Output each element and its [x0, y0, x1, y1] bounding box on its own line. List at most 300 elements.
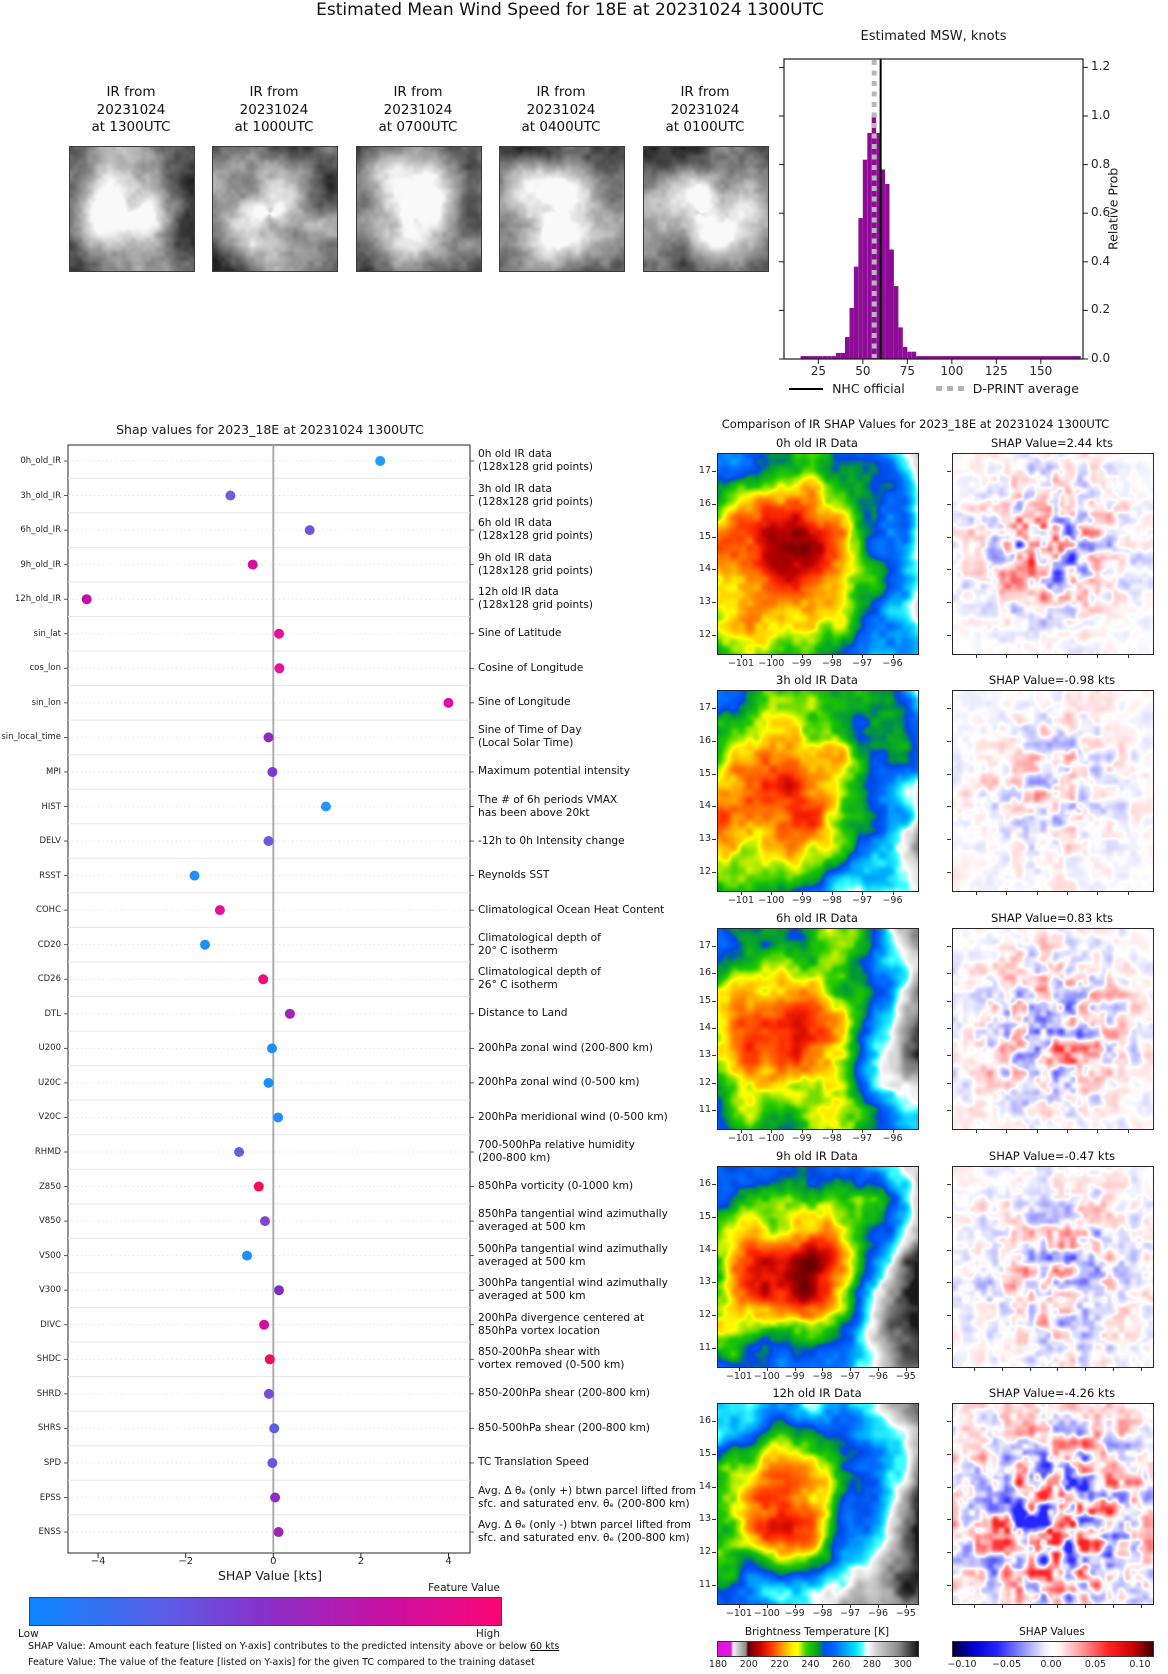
map-x-tick	[1141, 1604, 1142, 1608]
shap-feature-desc-line: 12h old IR data	[478, 586, 559, 599]
shap-feature-desc	[478, 1208, 713, 1234]
shap-feature-desc-line: 700-500hPa relative humidity	[478, 1139, 635, 1151]
map-y-tick	[947, 1552, 951, 1553]
shap-feature-label: V300	[38, 1285, 61, 1296]
map-x-tick	[1057, 1604, 1058, 1608]
hist-y-tick-label: 1.0	[1091, 108, 1111, 122]
map-x-tick	[1085, 1367, 1086, 1371]
map-x-tick	[1113, 1604, 1114, 1608]
map-y-tick	[947, 1282, 951, 1283]
map-y-tick	[947, 1421, 951, 1422]
map-y-tick	[947, 1055, 951, 1056]
shap-feature-label: CD26	[37, 974, 61, 985]
map-x-tick-label: −101	[725, 1371, 753, 1382]
map-y-tick	[712, 708, 716, 709]
feature-value-footnote: Feature Value: The value of the feature [listed on Y-axis] for the given TC compared to the training dataset	[28, 1657, 535, 1668]
histogram-bar	[903, 347, 907, 359]
map-x-tick	[906, 1367, 907, 1371]
dprint-average-line-sample	[936, 386, 964, 391]
map-x-tick-label: −101	[727, 895, 755, 906]
comparison-shap-map	[952, 453, 1154, 655]
shap-feature-label: 9h_old_IR	[20, 559, 61, 570]
shap-feature-desc-line: averaged at 500 km	[478, 1255, 586, 1268]
shap-axes-box	[68, 445, 470, 1553]
map-x-tick	[771, 654, 772, 658]
shap-feature-desc	[478, 869, 713, 882]
map-x-tick	[976, 654, 977, 658]
map-x-tick-label: −99	[791, 1133, 812, 1144]
hist-y-tick-label: 0.8	[1091, 156, 1111, 171]
map-x-tick	[976, 1129, 977, 1133]
map-y-tick	[712, 1001, 716, 1002]
shap-feature-desc	[478, 1277, 713, 1303]
comparison-shap-map-title: SHAP Value=0.83 kts	[990, 911, 1114, 925]
map-x-tick	[974, 1604, 975, 1608]
shap-feature-desc-line: (128x128 grid points)	[478, 530, 593, 543]
map-y-tick	[712, 1083, 716, 1084]
map-x-tick-label: −99	[784, 1371, 805, 1382]
shap-feature-desc-line: (128x128 grid points)	[478, 564, 593, 577]
shap-dot	[259, 1320, 269, 1330]
map-x-tick-label: −99	[791, 658, 812, 669]
shap-dot	[270, 1493, 280, 1503]
shap-feature-desc	[478, 1180, 713, 1193]
comparison-title: Comparison of IR SHAP Values for 2023_18E at 20231024 1300UTC	[721, 417, 1110, 431]
shap-feature-label: CD20	[37, 939, 61, 950]
comparison-shap-map-title: SHAP Value=-0.98 kts	[988, 673, 1116, 687]
map-y-tick	[712, 1184, 716, 1185]
comparison-ir-map-title: 0h old IR Data	[776, 436, 858, 450]
ir-thumbnail-label	[202, 84, 346, 137]
map-x-tick-label: −97	[840, 1608, 861, 1619]
map-y-tick	[947, 1184, 951, 1185]
brightness-temp-colorbar	[717, 1641, 919, 1657]
map-x-tick	[802, 654, 803, 658]
shap-dot	[254, 1182, 264, 1192]
shap-feature-desc-line: 850-200hPa shear (200-800 km)	[478, 1387, 651, 1400]
map-y-tick	[712, 806, 716, 807]
colorbar-tick-label: 0.00	[1040, 1659, 1062, 1670]
shap-feature-desc-line: has been above 20kt	[478, 806, 590, 819]
map-y-tick-label: 14	[698, 800, 711, 812]
map-x-tick-label: −99	[784, 1608, 805, 1619]
shap-feature-desc-line: 26° C isotherm	[478, 979, 558, 992]
map-x-tick	[739, 1604, 740, 1608]
shap-dot	[82, 594, 92, 604]
shap-feature-label: sin_lat	[33, 628, 61, 639]
hist-y-tick-label: 1.2	[1091, 59, 1111, 74]
shap-dot	[305, 525, 315, 535]
shap-feature-desc-line: sfc. and saturated env. θₑ (200-800 km)	[478, 1532, 690, 1545]
map-y-tick	[947, 569, 951, 570]
histogram-bar	[845, 337, 849, 359]
shap-feature-desc-line: Climatological Ocean Heat Content	[478, 903, 665, 916]
shap-feature-desc-line: 850-500hPa shear (200-800 km)	[478, 1421, 651, 1434]
ir-thumbnail-label-line: at 0400UTC	[521, 119, 601, 135]
histogram-bar	[885, 184, 889, 359]
map-y-tick	[947, 1348, 951, 1349]
map-x-tick	[795, 1604, 796, 1608]
map-x-tick	[850, 1604, 851, 1608]
map-x-tick	[893, 891, 894, 895]
shap-feature-label: V500	[38, 1250, 61, 1261]
map-x-tick	[1085, 1604, 1086, 1608]
map-x-tick	[1057, 1367, 1058, 1371]
histogram-bar	[907, 352, 911, 359]
shap-dot	[269, 1423, 279, 1433]
shap-feature-desc-line: sfc. and saturated env. θₑ (200-800 km)	[478, 1497, 690, 1510]
dprint-average-label: D-PRINT average	[972, 381, 1079, 396]
shap-feature-label: Z850	[38, 1181, 61, 1192]
map-x-tick-label: −96	[882, 895, 903, 906]
map-x-tick	[795, 1367, 796, 1371]
shap-feature-desc	[478, 1042, 713, 1055]
shap-feature-desc	[478, 448, 713, 474]
colorbar-tick-label: 200	[739, 1659, 758, 1670]
comparison-ir-map-title: 3h old IR Data	[776, 673, 858, 687]
map-y-tick-label: 16	[698, 1178, 711, 1189]
comparison-shap-map-title: SHAP Value=-0.47 kts	[988, 1149, 1116, 1163]
map-y-tick	[947, 602, 951, 603]
map-x-tick	[822, 1367, 823, 1371]
ir-thumbnail-label-line: 20231024	[526, 101, 596, 118]
ir-thumbnail-image	[356, 146, 482, 272]
map-x-tick	[1128, 654, 1129, 658]
colorbar-tick-label: 220	[770, 1659, 789, 1670]
map-y-tick	[712, 774, 716, 775]
shap-dot	[375, 456, 385, 466]
map-y-tick-label: 12	[698, 1546, 711, 1558]
ir-thumbnail-label-line: 20231024	[239, 101, 309, 118]
map-x-tick-label: −98	[821, 895, 842, 906]
shap-feature-desc-line: 6h old IR data	[478, 517, 553, 530]
map-x-tick	[802, 1129, 803, 1133]
map-y-tick	[947, 1519, 951, 1520]
map-y-tick	[712, 1315, 716, 1316]
map-y-tick	[712, 1110, 716, 1111]
map-y-tick-label: 12	[698, 866, 711, 877]
comparison-ir-map-title: 12h old IR Data	[772, 1386, 862, 1400]
map-y-tick-label: 15	[698, 530, 711, 542]
shap-x-tick-label: 0	[270, 1556, 277, 1567]
hist-y-tick-label: 0.0	[1091, 351, 1111, 365]
map-y-tick	[947, 537, 951, 538]
nhc-official-line-sample	[789, 388, 823, 390]
map-y-tick	[712, 946, 716, 947]
map-x-tick	[1037, 654, 1038, 658]
map-x-tick	[1097, 654, 1098, 658]
colorbar-tick-label: 180	[708, 1659, 728, 1670]
map-y-tick	[712, 973, 716, 974]
histogram-bar	[867, 133, 871, 359]
shap-feature-label: 0h_old_IR	[20, 456, 61, 466]
comparison-ir-map	[717, 1403, 919, 1605]
shap-feature-label: U20C	[38, 1077, 61, 1088]
map-x-tick-label: −97	[852, 1133, 873, 1144]
map-x-tick	[850, 1367, 851, 1371]
shap-value-footnote	[28, 1641, 559, 1652]
shap-feature-desc-line: (Local Solar Time)	[478, 737, 574, 750]
map-x-tick	[1030, 1367, 1031, 1371]
shap-feature-desc-line: Sine of Latitude	[478, 627, 562, 640]
feature-value-low-label: Low	[18, 1628, 39, 1640]
shap-feature-desc	[478, 1422, 713, 1435]
shap-feature-desc-line: 0h old IR data	[478, 448, 553, 460]
map-y-tick	[947, 973, 951, 974]
map-x-tick-label: −98	[812, 1371, 833, 1382]
shap-feature-label: V20C	[38, 1112, 61, 1123]
map-x-tick-label: −96	[867, 1371, 889, 1382]
shap-dot	[190, 871, 200, 881]
map-x-tick-label: −101	[727, 658, 755, 669]
map-y-tick-label: 16	[698, 497, 711, 509]
hist-y-tick-label: 0.2	[1091, 302, 1111, 317]
map-x-tick	[862, 654, 863, 658]
map-y-tick-label: 16	[698, 1415, 711, 1426]
shap-feature-label: MPI	[46, 766, 61, 777]
map-x-tick	[832, 1129, 833, 1133]
shap-feature-label: EPSS	[39, 1492, 61, 1503]
map-x-tick-label: −101	[725, 1608, 753, 1619]
comparison-ir-map	[717, 453, 919, 655]
map-y-tick-label: 14	[698, 1480, 711, 1492]
shap-dot	[274, 629, 284, 639]
shap-feature-desc-line: averaged at 500 km	[478, 1290, 586, 1303]
map-x-tick-label: −100	[758, 1133, 785, 1144]
shap-feature-desc	[478, 724, 713, 750]
ir-thumbnail-label-line: 20231024	[670, 101, 740, 118]
map-x-tick	[767, 1367, 768, 1371]
map-x-tick	[741, 654, 742, 658]
map-x-tick	[893, 1129, 894, 1133]
comparison-ir-map-title: 6h old IR Data	[776, 911, 858, 925]
feature-value-high-label: High	[475, 1628, 500, 1640]
map-x-tick	[906, 1604, 907, 1608]
histogram-axes-box	[784, 59, 1083, 359]
map-x-tick	[832, 891, 833, 895]
nhc-official-label: NHC official	[832, 381, 905, 396]
map-y-tick	[712, 1282, 716, 1283]
ir-thumbnail-image	[212, 146, 338, 272]
shap-feature-desc-line: 20° C isotherm	[478, 944, 558, 957]
shap-feature-desc-line: (128x128 grid points)	[478, 461, 593, 473]
map-y-tick	[712, 1519, 716, 1520]
ir-thumbnail-label	[346, 84, 490, 137]
shap-dot	[264, 836, 274, 846]
shap-feature-label: SHRD	[36, 1388, 61, 1399]
map-y-tick-label: 14	[698, 1022, 711, 1033]
figure-title: Estimated Mean Wind Speed for 18E at 20231024 1300UTC	[316, 0, 824, 20]
shap-dot-plot	[40, 430, 500, 1570]
shap-feature-desc	[478, 1076, 713, 1089]
shap-values-colorbar	[952, 1641, 1154, 1657]
map-y-tick-label: 13	[698, 833, 711, 845]
shap-feature-label: SPD	[43, 1457, 61, 1468]
map-x-tick-label: −97	[852, 658, 873, 669]
shap-feature-desc	[478, 1519, 713, 1545]
shap-x-tick-label: −4	[90, 1556, 106, 1567]
shap-dot	[285, 1009, 295, 1019]
colorbar-tick-label: −0.10	[947, 1659, 977, 1670]
ir-thumbnail-label-line: at 1000UTC	[234, 119, 314, 135]
histogram-bar	[912, 352, 916, 359]
shap-feature-label: 3h_old_IR	[20, 490, 61, 501]
shap-plot-title: Shap values for 2023_18E at 20231024 1300UTC	[116, 422, 424, 437]
histogram-bar	[898, 327, 902, 359]
comparison-shap-map	[952, 928, 1154, 1130]
shap-feature-desc	[478, 794, 713, 820]
hist-x-tick-label: 25	[810, 364, 826, 378]
shap-feature-desc-line: The # of 6h periods VMAX	[478, 793, 618, 806]
ir-thumbnail-label-line: at 1300UTC	[91, 119, 171, 135]
shap-feature-desc	[478, 966, 713, 992]
shap-feature-desc	[478, 1312, 713, 1338]
map-y-tick	[947, 1110, 951, 1111]
shap-xaxis-label: SHAP Value [kts]	[217, 1568, 323, 1583]
map-x-tick	[1006, 654, 1007, 658]
map-y-tick	[712, 1487, 716, 1488]
ir-thumbnail-label-line: IR from	[536, 84, 586, 100]
ir-thumbnail-label	[59, 84, 203, 137]
shap-feature-desc	[478, 662, 713, 675]
shap-feature-desc	[478, 765, 713, 778]
map-y-tick-label: 12	[698, 1309, 711, 1321]
map-x-tick	[832, 654, 833, 658]
shap-feature-desc-line: 200hPa zonal wind (0-500 km)	[478, 1076, 640, 1089]
map-y-tick-label: 15	[698, 767, 711, 779]
map-y-tick	[712, 504, 716, 505]
map-x-tick-label: −99	[791, 895, 812, 906]
shap-feature-desc-line: averaged at 500 km	[478, 1221, 586, 1234]
map-x-tick-label: −98	[812, 1608, 833, 1619]
shap-dot	[267, 1043, 277, 1053]
map-x-tick	[1113, 1367, 1114, 1371]
shap-dot	[264, 1389, 274, 1399]
map-y-tick	[712, 635, 716, 636]
map-y-tick	[947, 1028, 951, 1029]
comparison-shap-map	[952, 1166, 1154, 1368]
map-y-tick-label: 11	[698, 1579, 711, 1590]
map-x-tick-label: −100	[753, 1371, 780, 1382]
ir-thumbnail-label	[489, 84, 633, 137]
map-x-tick-label: −96	[882, 658, 903, 669]
map-y-tick	[947, 1315, 951, 1316]
comparison-shap-map-title: SHAP Value=-4.26 kts	[988, 1386, 1116, 1400]
map-y-tick	[947, 946, 951, 947]
hist-x-tick-label: 100	[940, 364, 964, 378]
map-x-tick	[741, 1129, 742, 1133]
map-y-tick	[712, 1028, 716, 1029]
map-y-tick	[947, 741, 951, 742]
shap-dot	[264, 1078, 274, 1088]
map-x-tick	[976, 891, 977, 895]
shap-feature-desc-line: 850hPa vortex location	[478, 1324, 600, 1337]
shap-dot	[248, 560, 258, 570]
colorbar-tick-label: 0.05	[1084, 1659, 1107, 1670]
shap-feature-desc-line: Maximum potential intensity	[478, 765, 630, 778]
map-y-tick	[712, 1421, 716, 1422]
shap-feature-desc-line: Reynolds SST	[478, 869, 550, 882]
shap-dot	[258, 974, 268, 984]
map-x-tick-label: −98	[821, 658, 842, 669]
ir-thumbnail-label-line: 20231024	[383, 101, 453, 118]
map-y-tick	[947, 708, 951, 709]
map-x-tick-label: −101	[727, 1133, 755, 1144]
shap-feature-desc	[478, 1007, 713, 1020]
colorbar-tick-label: 260	[832, 1659, 851, 1670]
hist-y-tick-label: 0.6	[1091, 205, 1111, 220]
map-x-tick-label: −95	[895, 1371, 916, 1382]
shap-dot	[225, 491, 235, 501]
map-y-tick	[712, 537, 716, 538]
map-x-tick	[1002, 1367, 1003, 1371]
comparison-ir-map-title: 9h old IR Data	[776, 1149, 858, 1163]
shap-dot	[274, 1527, 284, 1537]
shap-feature-desc	[478, 1111, 713, 1124]
shap-feature-desc	[478, 1387, 713, 1400]
map-y-tick	[712, 569, 716, 570]
shap-dot	[321, 802, 331, 812]
shap-x-tick-label: −2	[178, 1556, 194, 1567]
map-x-tick	[1097, 1129, 1098, 1133]
histogram-bar	[858, 218, 862, 359]
comparison-shap-map	[952, 1403, 1154, 1605]
shap-feature-label: DELV	[39, 836, 61, 847]
ir-thumbnail-image	[499, 146, 625, 272]
shap-feature-label: HIST	[41, 801, 61, 812]
map-x-tick	[1002, 1604, 1003, 1608]
shap-dot	[267, 767, 277, 777]
shap-feature-desc-line: Climatological depth of	[478, 966, 601, 979]
histogram-bar	[854, 267, 858, 359]
shap-feature-desc	[478, 696, 713, 709]
histogram-bar	[894, 286, 898, 359]
shap-feature-label: 6h_old_IR	[20, 525, 61, 536]
shap-feature-desc-line: Cosine of Longitude	[478, 661, 584, 674]
map-y-tick	[712, 471, 716, 472]
map-y-tick-label: 16	[698, 734, 711, 746]
hist-x-tick-label: 50	[855, 364, 871, 378]
ir-thumbnail-label-line: at 0100UTC	[665, 119, 745, 135]
map-x-tick-label: −96	[867, 1608, 889, 1619]
map-x-tick-label: −100	[758, 895, 785, 906]
shap-dot	[242, 1251, 252, 1261]
map-y-tick-label: 16	[698, 967, 711, 979]
map-y-tick-label: 15	[698, 1210, 711, 1222]
colorbar-tick-label: 300	[893, 1659, 912, 1670]
shap-feature-desc-line: (200-800 km)	[478, 1152, 551, 1164]
shap-feature-desc	[478, 1485, 713, 1511]
map-x-tick-label: −96	[882, 1133, 903, 1144]
ir-thumbnail-image	[69, 146, 195, 272]
map-x-tick	[741, 891, 742, 895]
map-x-tick-label: −100	[753, 1608, 780, 1619]
shap-dot	[274, 1285, 284, 1295]
map-y-tick	[947, 774, 951, 775]
shap-feature-desc	[478, 904, 713, 917]
map-y-tick	[712, 602, 716, 603]
shap-feature-desc-line: Avg. Δ θₑ (only +) btwn parcel lifted from	[478, 1484, 696, 1497]
shap-feature-desc	[478, 1243, 713, 1269]
shap-feature-label: RHMD	[34, 1147, 61, 1157]
map-y-tick	[712, 839, 716, 840]
shap-feature-label: DIVC	[40, 1319, 61, 1330]
histogram-bar	[890, 250, 894, 359]
map-y-tick-label: 11	[698, 1342, 711, 1353]
shap-feature-desc-line: 9h old IR data	[478, 551, 553, 564]
shap-feature-desc-line: 500hPa tangential wind azimuthally	[478, 1242, 668, 1255]
map-y-tick	[947, 1001, 951, 1002]
